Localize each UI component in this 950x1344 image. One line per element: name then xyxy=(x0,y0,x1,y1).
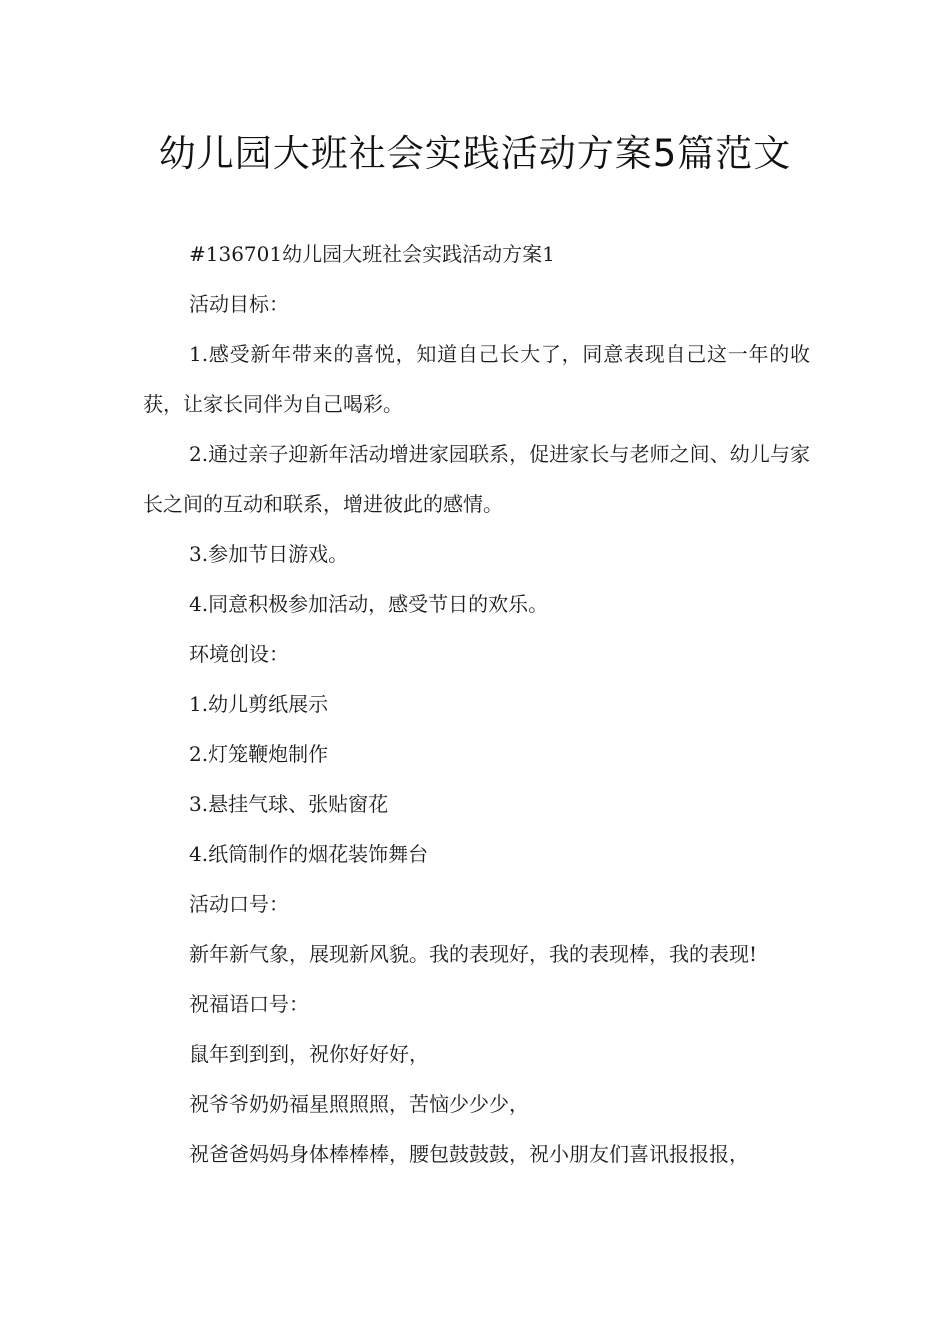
paragraph-slogan: 新年新气象，展现新风貌。我的表现好，我的表现棒，我的表现! xyxy=(189,942,758,966)
paragraph-env-3: 3.悬挂气球、张贴窗花 xyxy=(189,792,389,816)
paragraph-env-2: 2.灯笼鞭炮制作 xyxy=(189,742,329,766)
paragraph-env-4: 4.纸筒制作的烟花装饰舞台 xyxy=(189,842,429,866)
paragraph-goal-2: 2.通过亲子迎新年活动增进家园联系，促进家长与老师之间、幼儿与家长之间的互动和联系，增进彼此的感情。 xyxy=(143,442,810,516)
paragraph-blessing-3: 祝爸爸妈妈身体棒棒棒，腰包鼓鼓鼓，祝小朋友们喜讯报报报， xyxy=(189,1142,749,1166)
paragraph-env-1: 1.幼儿剪纸展示 xyxy=(189,692,329,716)
paragraph-section-goals: 活动目标： xyxy=(189,292,289,316)
paragraph-section-blessing: 祝福语口号： xyxy=(189,992,309,1016)
paragraph-heading-1: #136701幼儿园大班社会实践活动方案1 xyxy=(189,242,555,266)
paragraph-blessing-1: 鼠年到到到，祝你好好好， xyxy=(189,1042,429,1066)
paragraph-goal-3: 3.参加节日游戏。 xyxy=(189,542,349,566)
document-title: 幼儿园大班社会实践活动方案5篇范文 xyxy=(158,132,792,175)
paragraph-section-slogan: 活动口号： xyxy=(189,892,289,916)
paragraph-goal-1: 1.感受新年带来的喜悦，知道自己长大了，同意表现自己这一年的收获，让家长同伴为自己喝彩。 xyxy=(143,342,810,416)
document-body xyxy=(143,229,810,1179)
paragraph-blessing-2: 祝爷爷奶奶福星照照照，苦恼少少少， xyxy=(189,1092,529,1116)
paragraph-goal-4: 4.同意积极参加活动，感受节日的欢乐。 xyxy=(189,592,549,616)
paragraph-section-environment: 环境创设： xyxy=(189,642,289,666)
